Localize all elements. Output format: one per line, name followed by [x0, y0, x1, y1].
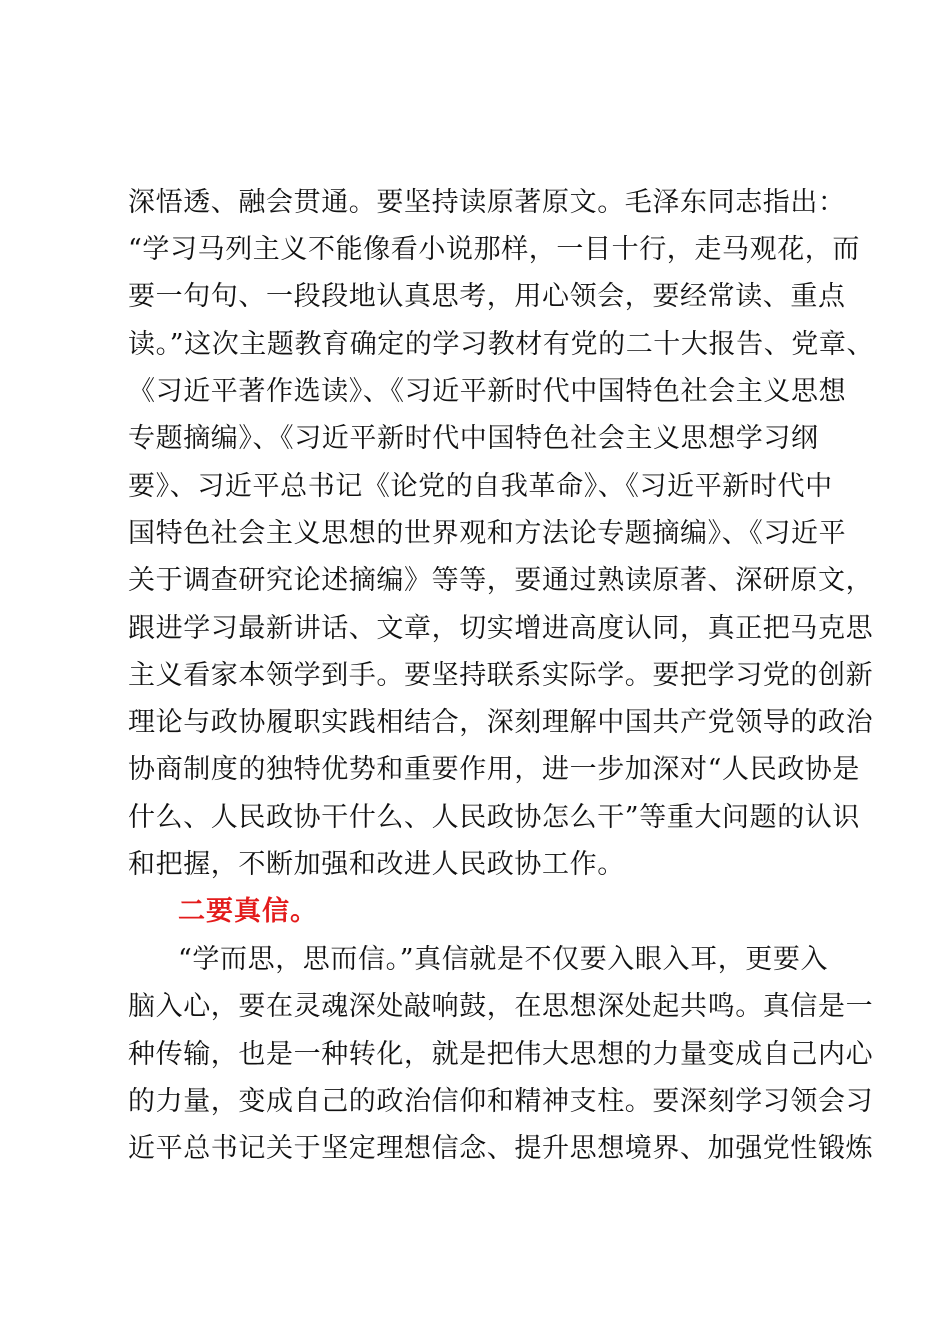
paragraph2-line: 的力量，变成自己的政治信仰和精神支柱。要深刻学习领会习 — [128, 1086, 874, 1117]
paragraph2-line: 种传输，也是一种转化，就是把伟大思想的力量变成自己内心 — [128, 1039, 874, 1070]
paragraph1-line: 关于调查研究论述摘编》等等，要通过熟读原著、深研原文， — [128, 565, 874, 596]
paragraph1-line: 要一句句、一段段地认真思考，用心领会，要经常读、重点 — [128, 281, 846, 312]
paragraph1-line: 什么、人民政协干什么、人民政协怎么干”等重大问题的认识 — [128, 802, 861, 833]
paragraph2-line: 脑入心，要在灵魂深处敲响鼓，在思想深处起共鸣。真信是一 — [128, 991, 874, 1022]
paragraph2-line: “学而思，思而信。”真信就是不仅要入眼入耳，更要入 — [178, 944, 829, 975]
paragraph1-line: 深悟透、融会贯通。要坚持读原著原文。毛泽东同志指出： — [128, 187, 846, 218]
paragraph1-line: 协商制度的独特优势和重要作用，进一步加深对“人民政协是 — [128, 754, 861, 785]
paragraph1-line: 跟进学习最新讲话、文章，切实增进高度认同，真正把马克思 — [128, 613, 874, 644]
paragraph1-line: 要》、习近平总书记《论党的自我革命》、《习近平新时代中 — [128, 471, 833, 502]
paragraph1-line: 《习近平著作选读》、《习近平新时代中国特色社会主义思想 — [128, 376, 847, 407]
paragraph1-line: 理论与政协履职实践相结合，深刻理解中国共产党领导的政治 — [128, 707, 874, 738]
paragraph1-line: “学习马列主义不能像看小说那样，一目十行，走马观花，而 — [128, 234, 861, 265]
paragraph1-line: 国特色社会主义思想的世界观和方法论专题摘编》、《习近平 — [128, 518, 847, 549]
paragraph2-line: 近平总书记关于坚定理想信念、提升思想境界、加强党性锻炼 — [128, 1133, 874, 1164]
paragraph1-line: 主义看家本领学到手。要坚持联系实际学。要把学习党的创新 — [128, 660, 874, 691]
paragraph1-line: 读。”这次主题教育确定的学习教材有党的二十大报告、党章、 — [128, 329, 875, 360]
paragraph1-line: 和把握，不断加强和改进人民政协工作。 — [128, 849, 625, 880]
section-heading: 二要真信。 — [178, 896, 318, 927]
paragraph1-line: 专题摘编》、《习近平新时代中国特色社会主义思想学习纲 — [128, 423, 819, 454]
